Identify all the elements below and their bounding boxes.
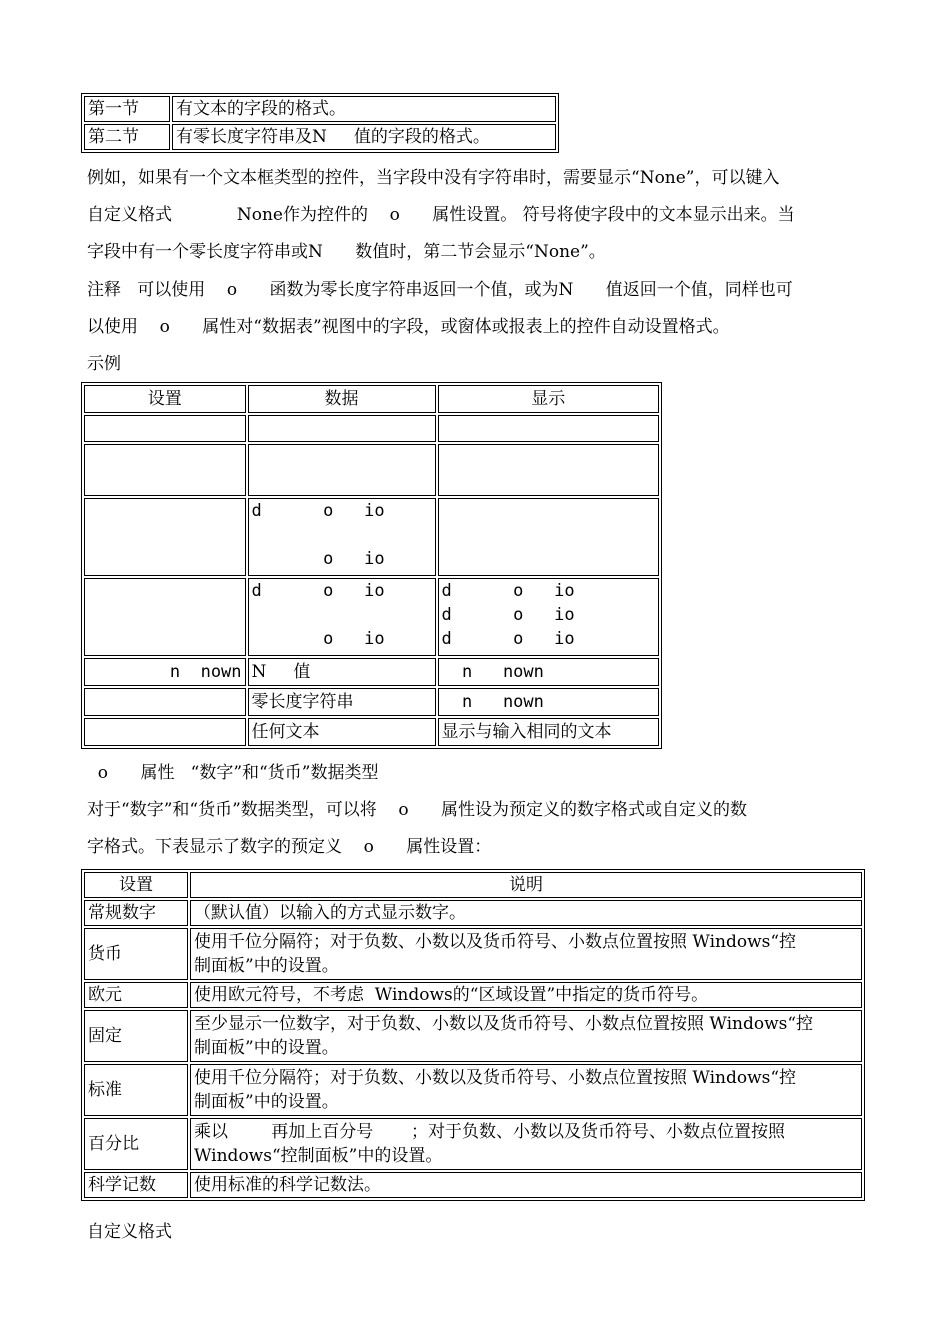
- header-desc: 说明: [190, 872, 862, 898]
- header-setting: 设置: [84, 872, 188, 898]
- cell-data: [248, 415, 436, 442]
- cell-setting: 固定: [84, 1010, 188, 1062]
- cell-data: d o io o io: [248, 578, 436, 656]
- cell-display: d o io d o io d o io: [438, 578, 659, 656]
- section-subheading: o 属性 “数字”和“货币”数据类型: [87, 763, 379, 783]
- cell-setting: [84, 718, 246, 746]
- cell-setting: 标准: [84, 1064, 188, 1116]
- table-row: [84, 718, 659, 746]
- cell-display: [438, 498, 659, 576]
- cell-setting: 货币: [84, 928, 188, 980]
- table-row: [84, 1118, 862, 1170]
- cell-display: n nown: [438, 658, 659, 686]
- cell-setting: 欧元: [84, 982, 188, 1008]
- table-row: [84, 498, 659, 576]
- cell-data: d o io o io: [248, 498, 436, 576]
- paragraph-line: 字格式。下表显示了数字的预定义 o 属性设置：: [87, 837, 492, 857]
- cell-setting: n nown: [84, 658, 246, 686]
- cell-setting: 常规数字: [84, 900, 188, 926]
- header-display: 显示: [438, 385, 659, 413]
- cell-setting: [84, 444, 246, 496]
- cell-display: [438, 415, 659, 442]
- table-row: [84, 900, 862, 926]
- table-row: [84, 658, 659, 686]
- example-heading: 示例: [87, 354, 121, 374]
- cell-data: N 值: [248, 658, 436, 686]
- table-row: [84, 1064, 862, 1116]
- header-setting: 设置: [84, 385, 246, 413]
- cell-display: 显示与输入相同的文本: [438, 718, 659, 746]
- table-row: [84, 124, 556, 150]
- cell-setting: 百分比: [84, 1118, 188, 1170]
- cell-setting: [84, 578, 246, 656]
- cell-data: [248, 444, 436, 496]
- header-data: 数据: [248, 385, 436, 413]
- cell-desc: 乘以 再加上百分号 ；对于负数、小数以及货币符号、小数点位置按照 Windows“控制面板”中的设置。: [190, 1118, 862, 1170]
- table-row: [84, 928, 862, 980]
- section-name: 第二节: [84, 124, 170, 150]
- sections-table: [81, 93, 559, 153]
- cell-desc: 使用标准的科学记数法。: [190, 1172, 862, 1198]
- cell-desc: 使用千位分隔符；对于负数、小数以及货币符号、小数点位置按照 Windows“控 制面板”中的设置。: [190, 1064, 862, 1116]
- cell-setting: [84, 415, 246, 442]
- table-row: [84, 444, 659, 496]
- section-desc: 有零长度字符串及N 值的字段的格式。: [172, 124, 556, 150]
- table-row: [84, 96, 556, 122]
- table-header-row: [84, 385, 659, 413]
- paragraph-line: 字段中有一个零长度字符串或N 数值时，第二节会显示“None”。: [87, 242, 606, 262]
- cell-data: 任何文本: [248, 718, 436, 746]
- cell-display: n nown: [438, 688, 659, 716]
- table-row: [84, 1010, 862, 1062]
- cell-desc: （默认值）以输入的方式显示数字。: [190, 900, 862, 926]
- number-format-table: [81, 869, 865, 1201]
- example-table: [81, 382, 662, 749]
- table-row: [84, 982, 862, 1008]
- cell-display: [438, 444, 659, 496]
- paragraph-line: 例如，如果有一个文本框类型的控件，当字段中没有字符串时，需要显示“None”，可以键入: [87, 168, 780, 188]
- table-row: [84, 688, 659, 716]
- footer-heading: 自定义格式: [87, 1222, 172, 1242]
- section-name: 第一节: [84, 96, 170, 122]
- cell-desc: 使用千位分隔符；对于负数、小数以及货币符号、小数点位置按照 Windows“控 制面板”中的设置。: [190, 928, 862, 980]
- table-row: [84, 415, 659, 442]
- cell-desc: 使用欧元符号，不考虑 Windows的“区域设置”中指定的货币符号。: [190, 982, 862, 1008]
- cell-desc: 至少显示一位数字，对于负数、小数以及货币符号、小数点位置按照 Windows“控 制面板”中的设置。: [190, 1010, 862, 1062]
- cell-setting: [84, 688, 246, 716]
- table-header-row: [84, 872, 862, 898]
- paragraph-line: 对于“数字”和“货币”数据类型，可以将 o 属性设为预定义的数字格式或自定义的数: [87, 800, 748, 820]
- table-row: [84, 1172, 862, 1198]
- section-desc: 有文本的字段的格式。: [172, 96, 556, 122]
- paragraph-line: 自定义格式 None作为控件的 o 属性设置。 符号将使字段中的文本显示出来。当: [87, 205, 795, 225]
- table-row: [84, 578, 659, 656]
- cell-setting: [84, 498, 246, 576]
- note-line: 以使用 o 属性对“数据表”视图中的字段，或窗体或报表上的控件自动设置格式。: [87, 317, 730, 337]
- note-line: 注释 可以使用 o 函数为零长度字符串返回一个值，或为N 值返回一个值，同样也可: [87, 280, 793, 300]
- cell-data: 零长度字符串: [248, 688, 436, 716]
- cell-setting: 科学记数: [84, 1172, 188, 1198]
